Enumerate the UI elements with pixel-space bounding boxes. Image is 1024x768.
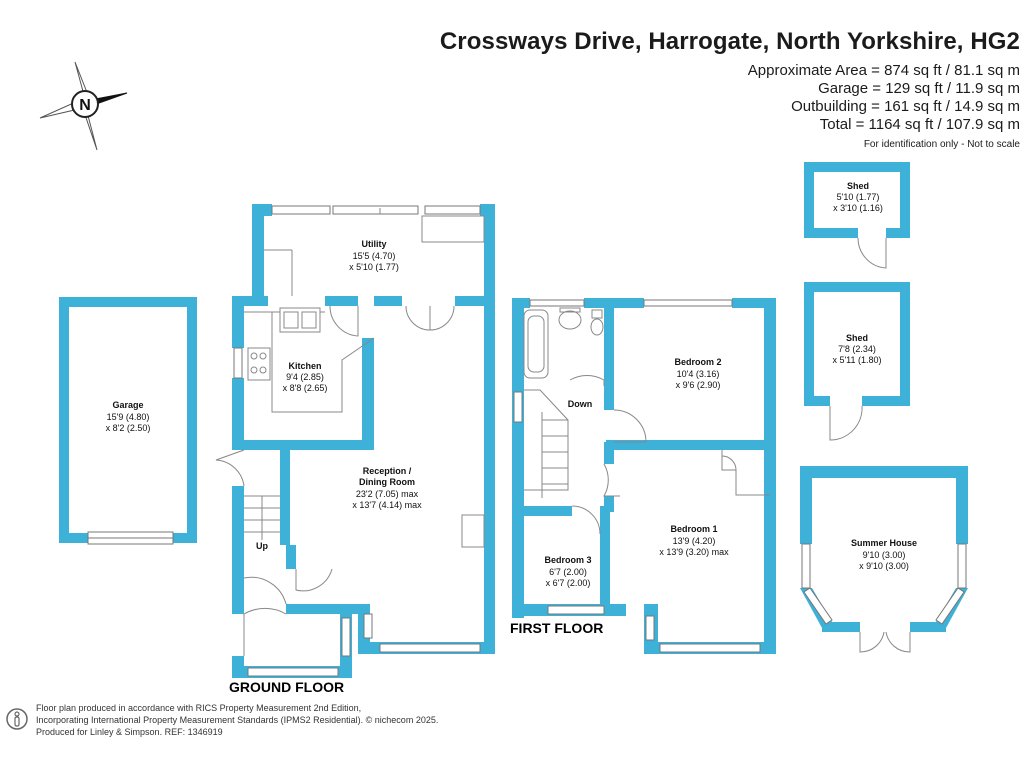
shed2-label: Shed: [845, 333, 869, 343]
person-icon: [6, 706, 28, 737]
area-approximate: Approximate Area = 874 sq ft / 81.1 sq m: [747, 62, 1020, 79]
ground-floor-walls: [232, 204, 495, 678]
shed1-dim2: x 3'10 (1.16): [833, 203, 883, 213]
summer-house-dim2: x 9'10 (3.00): [859, 561, 909, 571]
bedroom2-label: Bedroom 2: [674, 357, 722, 367]
footer-line-3: Produced for Linley & Simpson. REF: 1346919: [36, 727, 223, 737]
shed2-dim2: x 5'11 (1.80): [832, 355, 882, 365]
area-outbuilding: Outbuilding = 161 sq ft / 14.9 sq m: [791, 98, 1020, 115]
reception-dim1: 23'2 (7.05) max: [355, 489, 419, 499]
area-garage: Garage = 129 sq ft / 11.9 sq m: [818, 80, 1020, 97]
garage-dim2: x 8'2 (2.50): [105, 423, 151, 433]
bedroom1-dim2: x 13'9 (3.20) max: [659, 547, 729, 557]
summer-house-label: Summer House: [850, 538, 918, 548]
summer-house-walls: [800, 466, 968, 632]
bedroom3-label: Bedroom 3: [544, 555, 592, 565]
compass-icon: [40, 62, 127, 150]
shed2-dim1: 7'8 (2.34): [838, 344, 876, 354]
footer-line-1: Floor plan produced in accordance with RICS Property Measurement 2nd Edition,: [36, 703, 362, 713]
shed1-label: Shed: [846, 181, 870, 191]
bedroom2-dim1: 10'4 (3.16): [676, 369, 720, 379]
bedroom2-dim2: x 9'6 (2.90): [675, 380, 721, 390]
bedroom1-label: Bedroom 1: [670, 524, 718, 534]
kitchen-dim1: 9'4 (2.85): [286, 372, 324, 382]
garage-dim1: 15'9 (4.80): [106, 412, 150, 422]
reception-dim2: x 13'7 (4.14) max: [352, 500, 422, 510]
first-floor-fixtures: [524, 308, 770, 534]
reception-label-2: Dining Room: [359, 477, 415, 487]
bedroom3-dim1: 6'7 (2.00): [549, 567, 587, 577]
utility-dim2: x 5'10 (1.77): [349, 262, 399, 272]
bedroom3-dim2: x 6'7 (2.00): [545, 578, 591, 588]
ground-floor-label: GROUND FLOOR: [229, 679, 345, 695]
area-total: Total = 1164 sq ft / 107.9 sq m: [819, 116, 1020, 133]
bedroom1-dim1: 13'9 (4.20): [672, 536, 716, 546]
shed2-door: [830, 406, 862, 440]
utility-label: Utility: [361, 239, 387, 249]
stairs-down-label: Down: [567, 399, 593, 409]
shed1-dim1: 5'10 (1.77): [836, 192, 880, 202]
summer-house-doors: [860, 632, 910, 652]
compass-letter: N: [79, 97, 91, 114]
utility-dim1: 15'5 (4.70): [352, 251, 396, 261]
reception-label-1: Reception /: [362, 466, 412, 476]
kitchen-dim2: x 8'8 (2.65): [282, 383, 328, 393]
garage-label: Garage: [112, 400, 144, 410]
summer-house-dim1: 9'10 (3.00): [862, 550, 906, 560]
stairs-up-label: Up: [256, 541, 268, 551]
scale-note: For identification only - Not to scale: [863, 139, 1020, 150]
shed1-door: [858, 238, 886, 268]
property-title: Crossways Drive, Harrogate, North Yorkshire, HG2: [439, 28, 1020, 55]
kitchen-label: Kitchen: [288, 361, 322, 371]
first-floor-label: FIRST FLOOR: [510, 620, 604, 636]
footer-line-2: Incorporating International Property Measurement Standards (IPMS2 Residential). © nichecom 2025.: [36, 715, 439, 725]
footer-credits: [36, 702, 438, 738]
first-floor-windows: [514, 300, 760, 652]
